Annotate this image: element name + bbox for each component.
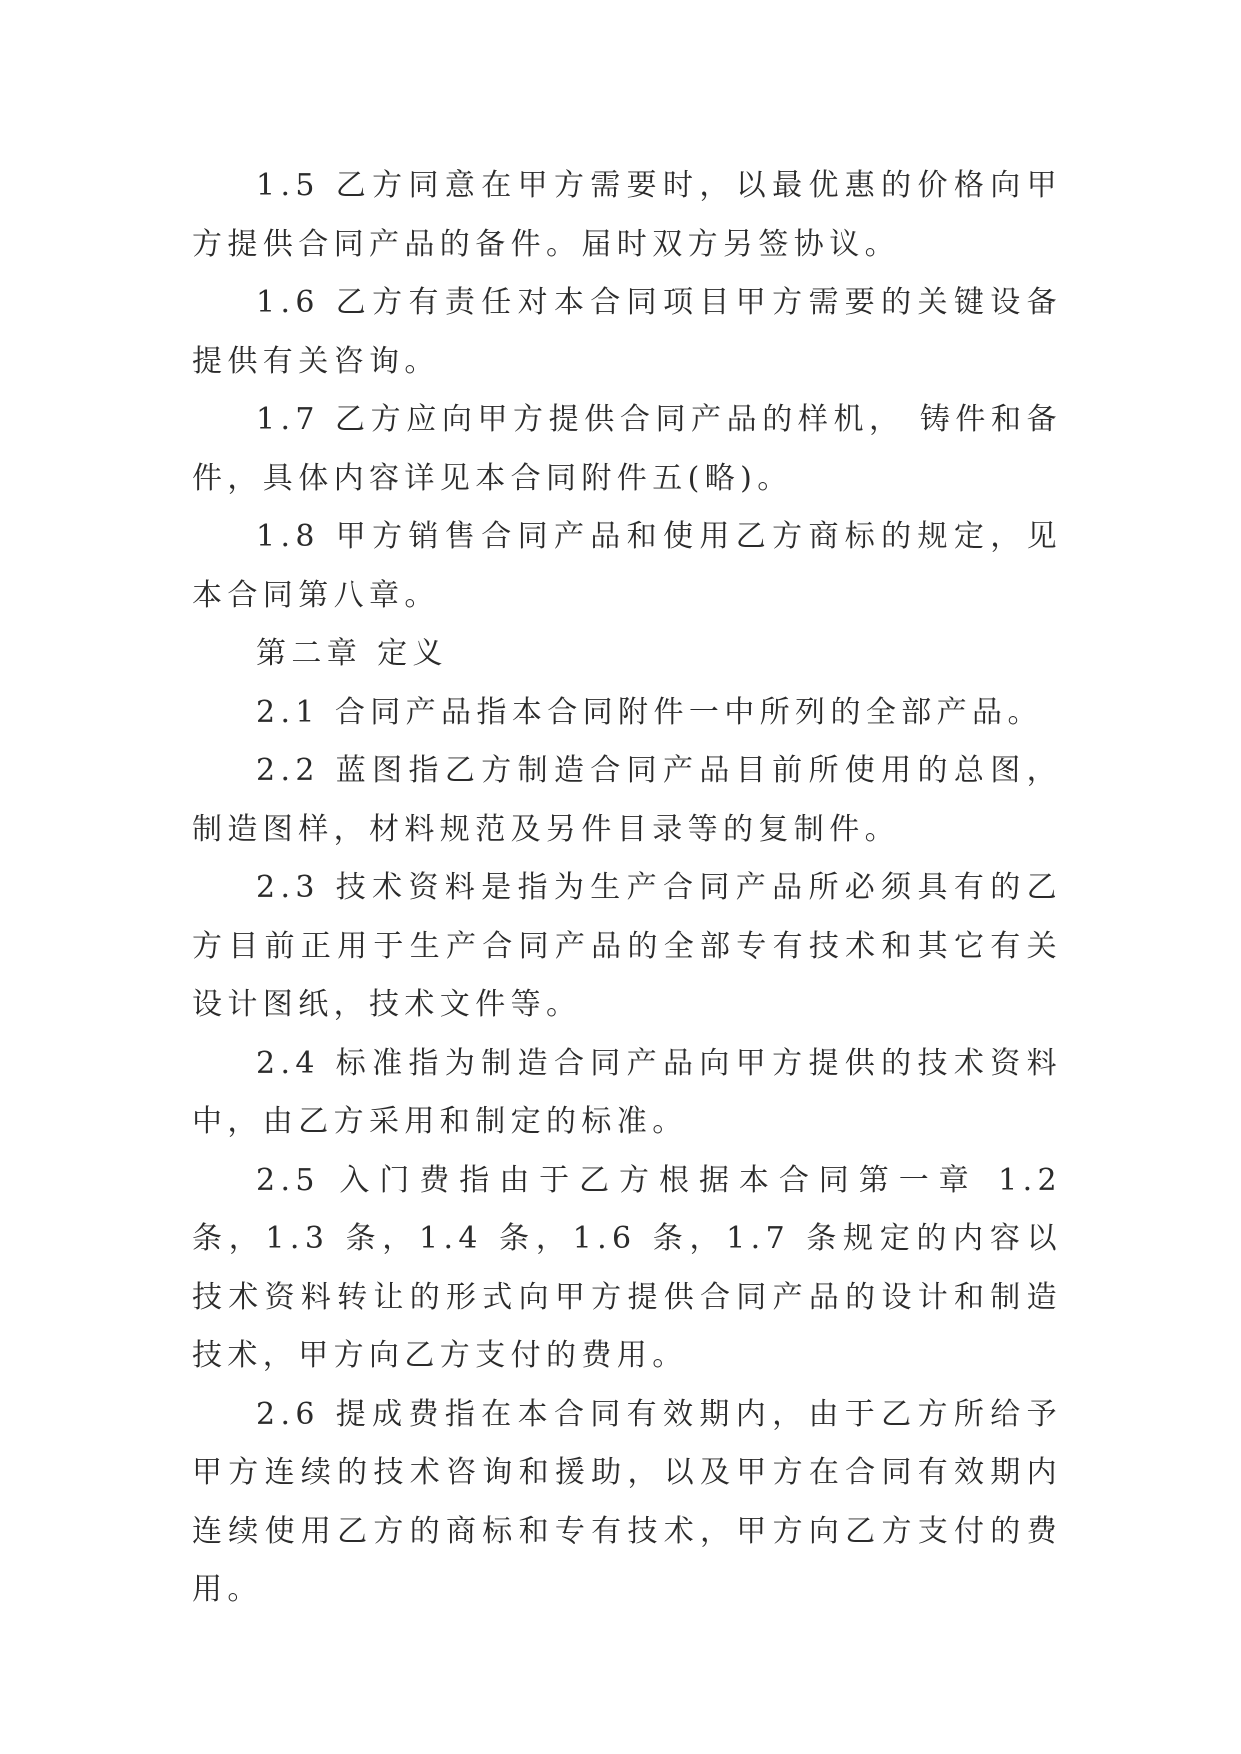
- clause-1-6: 1.6 乙方有责任对本合同项目甲方需要的关键设备提供有关咨询。: [192, 285, 1062, 379]
- clause-2-5: 2.5 入门费指由于乙方根据本合同第一章 1.2 条，1.3 条，1.4 条，1.6 条，1.7 条规定的内容以技术资料转让的形式向甲方提供合同产品的设计和制造技术，甲方向乙方支付的费用。: [192, 1162, 1062, 1373]
- clause-2-1: 2.1 合同产品指本合同附件一中所列的全部产品。: [256, 694, 1043, 730]
- clause-1-8: 1.8 甲方销售合同产品和使用乙方商标的规定，见本合同第八章。: [192, 519, 1062, 613]
- clause-1-5: 1.5 乙方同意在甲方需要时，以最优惠的价格向甲方提供合同产品的备件。届时双方另签协议。: [192, 168, 1062, 262]
- document-body: [192, 157, 1062, 1620]
- clause-2-4: 2.4 标准指为制造合同产品向甲方提供的技术资料中，由乙方采用和制定的标准。: [192, 1045, 1062, 1139]
- clause-2-6: 2.6 提成费指在本合同有效期内，由于乙方所给予甲方连续的技术咨询和援助，以及甲方在合同有效期内连续使用乙方的商标和专有技术，甲方向乙方支付的费用。: [192, 1396, 1062, 1607]
- chapter-2-heading: 第二章 定义: [256, 636, 448, 671]
- clause-2-3: 2.3 技术资料是指为生产合同产品所必须具有的乙方目前正用于生产合同产品的全部专有技术和其它有关设计图纸，技术文件等。: [192, 870, 1062, 1022]
- clause-2-2: 2.2 蓝图指乙方制造合同产品目前所使用的总图，制造图样，材料规范及另件目录等的复制件。: [192, 753, 1062, 847]
- clause-1-7: 1.7 乙方应向甲方提供合同产品的样机， 铸件和备件，具体内容详见本合同附件五(略)。: [192, 402, 1062, 496]
